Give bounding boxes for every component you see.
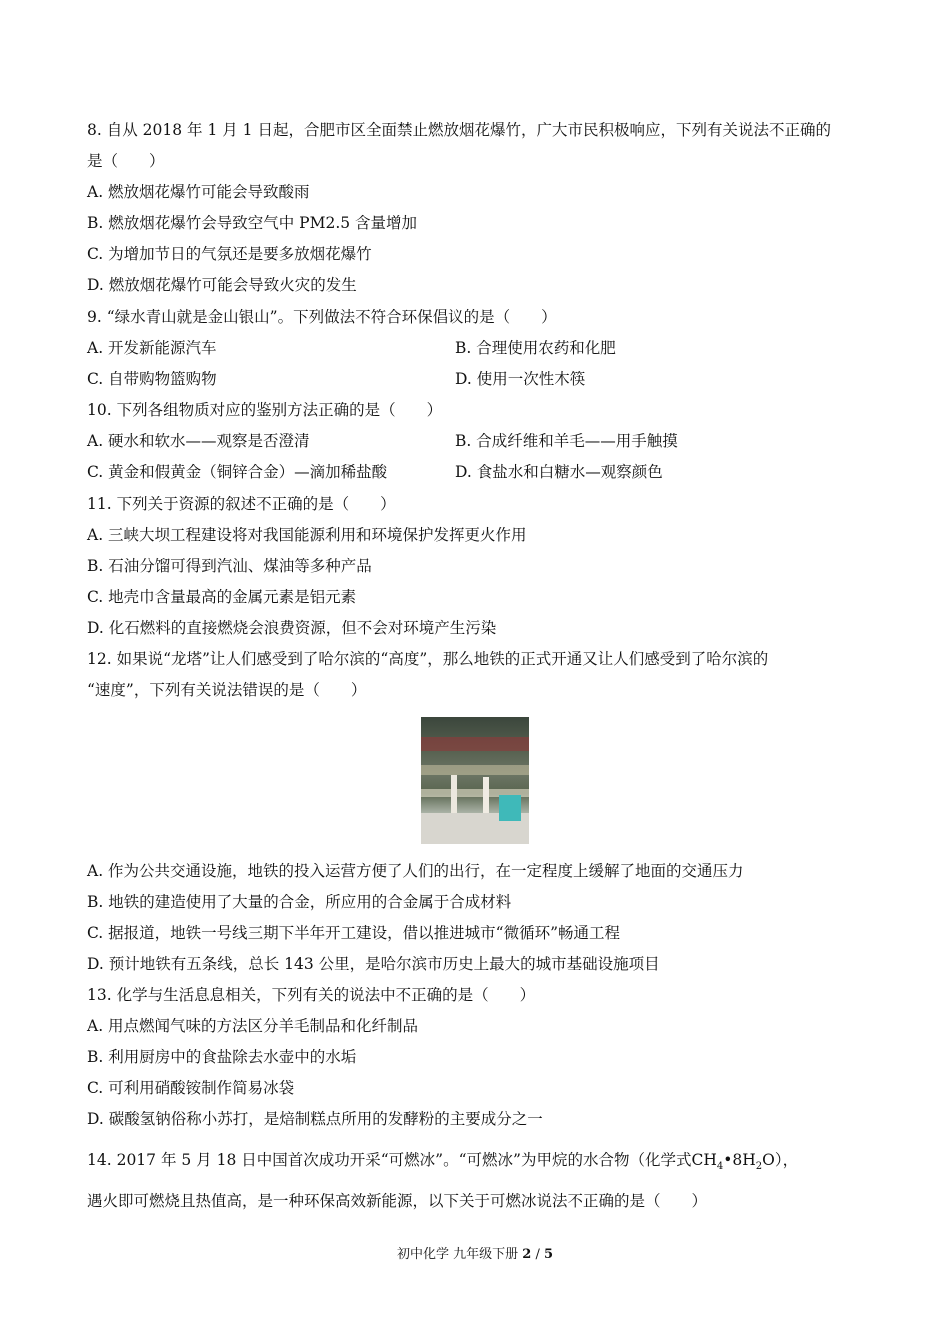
question-8-stem-cont: 是（ ）: [87, 152, 165, 170]
question-12-option-d: D. 预计地铁有五条线，总长 143 公里，是哈尔滨市历史上最大的城市基础设施项目: [87, 955, 660, 973]
question-8-option-c: C. 为增加节日的气氛还是要多放烟花爆竹: [87, 245, 372, 263]
question-12-option-b: B. 地铁的建造使用了大量的合金，所应用的合金属于合成材料: [87, 893, 512, 911]
question-13-option-d: D. 碳酸氢钠俗称小苏打，是焙制糕点所用的发酵粉的主要成分之一: [87, 1110, 543, 1128]
question-13-option-b: B. 利用厨房中的食盐除去水壶中的水垢: [87, 1048, 357, 1066]
question-11-option-a: A. 三峡大坝工程建设将对我国能源利用和环境保护发挥更火作用: [87, 526, 527, 544]
question-8-option-d: D. 燃放烟花爆竹可能会导致火灾的发生: [87, 276, 357, 294]
footer-separator: /: [531, 1247, 544, 1262]
formula-sub-2: 2: [755, 1161, 763, 1173]
formula-sub-4: 4: [716, 1161, 724, 1173]
question-11-option-c: C. 地壳巾含量最高的金属元素是铝元素: [87, 588, 357, 606]
footer-page-total: 5: [543, 1247, 554, 1262]
question-10-option-d: D. 食盐水和白糖水—观察颜色: [455, 463, 663, 481]
footer-label: 初中化学 九年级下册: [396, 1247, 519, 1262]
question-9-option-c: C. 自带购物篮购物: [87, 370, 217, 388]
question-14-stem-pre: 14. 2017 年 5 月 18 日中国首次成功开采“可燃冰”。“可燃冰”为甲烷的水合物（化学式: [87, 1151, 692, 1169]
question-9-option-b: B. 合理使用农药和化肥: [455, 339, 616, 357]
question-12-stem-cont: “速度”，下列有关说法错误的是（ ）: [87, 681, 367, 699]
question-9-option-d: D. 使用一次性木筷: [455, 370, 586, 388]
question-10-stem: 10. 下列各组物质对应的鉴别方法正确的是（ ）: [87, 401, 443, 419]
question-12-option-c: C. 据报道，地铁一号线三期下半年开工建设，借以推进城市“微循环”畅通工程: [87, 924, 621, 942]
question-8-stem: 8. 自从 2018 年 1 月 1 日起，合肥市区全面禁止燃放烟花爆竹，广大市民积极响应，下列有关说法不正确的: [87, 121, 831, 139]
question-11-option-b: B. 石油分馏可得到汽汕、煤油等多种产品: [87, 557, 372, 575]
question-11-option-d: D. 化石燃料的直接燃烧会浪费资源，但不会对环境产生污染: [87, 619, 497, 637]
question-14-stem-post: ），: [774, 1151, 799, 1169]
subway-station-photo: [421, 717, 529, 844]
question-12-option-a: A. 作为公共交通设施，地铁的投入运营方便了人们的出行，在一定程度上缓解了地面的交通压力: [87, 862, 744, 880]
question-14-stem: [87, 1150, 798, 1177]
question-12-stem: 12. 如果说“龙塔”让人们感受到了哈尔滨的“高度”，那么地铁的正式开通又让人们感受到了哈尔滨的: [87, 650, 769, 668]
question-10-option-b: B. 合成纤维和羊毛——用手触摸: [455, 432, 678, 450]
question-8-option-b: B. 燃放烟花爆竹会导致空气中 PM2.5 含量增加: [87, 214, 418, 232]
question-10-option-c: C. 黄金和假黄金（铜锌合金）—滴加稀盐酸: [87, 463, 388, 481]
question-14-stem-cont: 遇火即可燃烧且热值高，是一种环保高效新能源，以下关于可燃冰说法不正确的是（ ）: [87, 1192, 708, 1210]
question-13-option-c: C. 可利用硝酸铵制作简易冰袋: [87, 1079, 295, 1097]
footer-page-number: 2: [522, 1247, 532, 1262]
page-footer: [0, 1243, 950, 1262]
formula-ch: CH: [691, 1151, 717, 1169]
question-13-stem: 13. 化学与生活息息相关，下列有关的说法中不正确的是（ ）: [87, 986, 536, 1004]
question-9-option-a: A. 开发新能源汽车: [87, 339, 217, 357]
question-10-option-a: A. 硬水和软水——观察是否澄清: [87, 432, 310, 450]
question-11-stem: 11. 下列关于资源的叙述不正确的是（ ）: [87, 495, 396, 513]
formula-mid: •8H: [723, 1151, 756, 1169]
question-8-option-a: A. 燃放烟花爆竹可能会导致酸雨: [87, 183, 310, 201]
formula-o: O: [762, 1151, 775, 1169]
question-9-stem: 9. “绿水青山就是金山银山”。下列做法不符合环保倡议的是（ ）: [87, 308, 557, 326]
question-13-option-a: A. 用点燃闻气味的方法区分羊毛制品和化纤制品: [87, 1017, 419, 1035]
